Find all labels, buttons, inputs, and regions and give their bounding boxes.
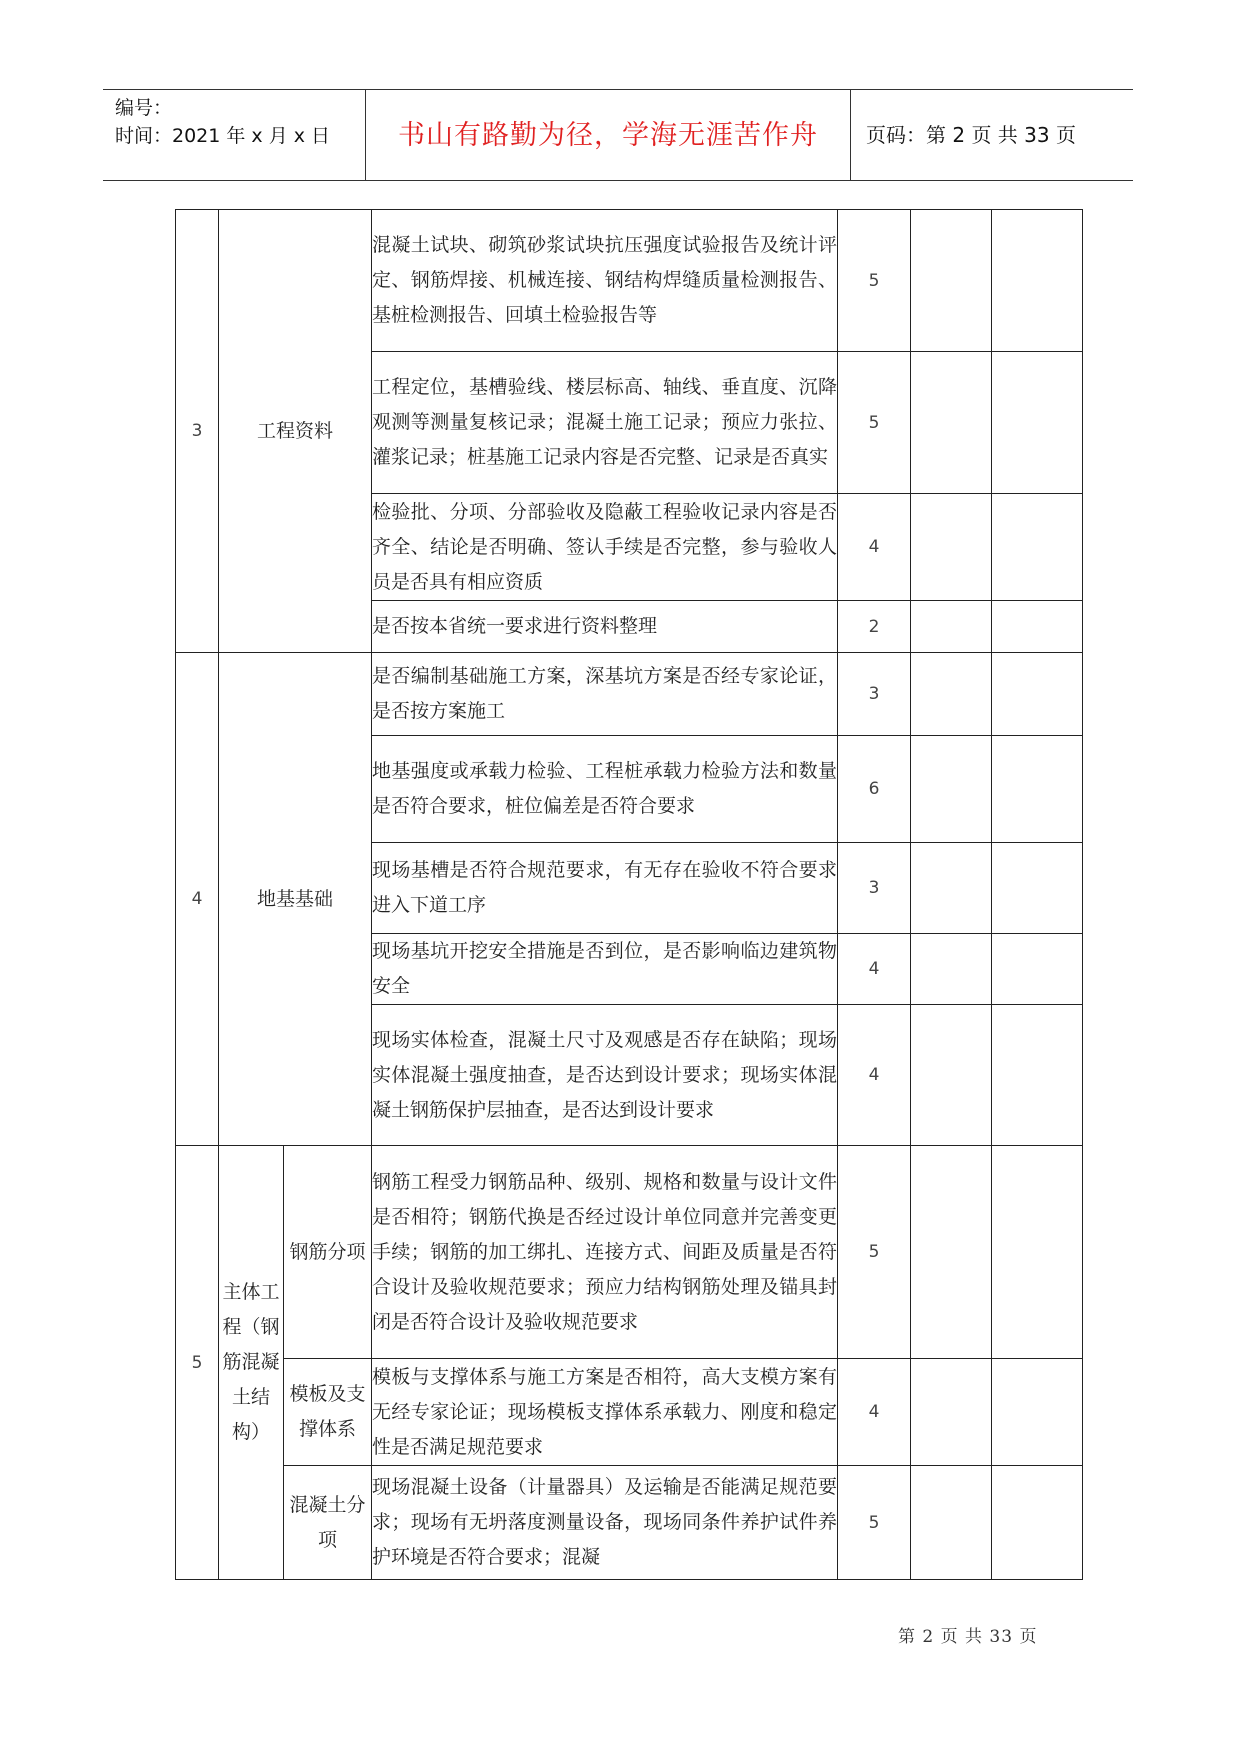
blank-cell <box>911 1466 992 1580</box>
item-description: 工程定位，基槽验线、楼层标高、轴线、垂直度、沉降观测等测量复核记录；混凝土施工记录；预应力张拉、灌浆记录；桩基施工记录内容是否完整、记录是否真实 <box>372 352 838 494</box>
blank-cell <box>911 653 992 736</box>
section-category: 主体工程（钢筋混凝土结构） <box>219 1146 284 1580</box>
page-header <box>103 89 1133 181</box>
item-description: 是否按本省统一要求进行资料整理 <box>372 601 838 653</box>
item-score: 6 <box>838 736 911 843</box>
item-score: 3 <box>838 653 911 736</box>
item-description: 是否编制基础施工方案，深基坑方案是否经专家论证，是否按方案施工 <box>372 653 838 736</box>
section-number: 5 <box>176 1146 219 1580</box>
blank-cell <box>911 352 992 494</box>
item-description: 钢筋工程受力钢筋品种、级别、规格和数量与设计文件是否相符；钢筋代换是否经过设计单位同意并完善变更手续；钢筋的加工绑扎、连接方式、间距及质量是否符合设计及验收规范要求；预应力结构钢筋处理及锚具封闭是否符合设计及验收规范要求 <box>372 1146 838 1359</box>
blank-cell <box>911 736 992 843</box>
item-description: 地基强度或承载力检验、工程桩承载力检验方法和数量是否符合要求，桩位偏差是否符合要求 <box>372 736 838 843</box>
header-page-label: 页码：第 2 页 共 33 页 <box>866 123 1076 147</box>
table-row <box>176 1466 1083 1580</box>
subcategory: 模板及支撑体系 <box>284 1359 372 1466</box>
blank-cell <box>911 494 992 601</box>
subcategory: 钢筋分项 <box>284 1146 372 1359</box>
table-row <box>176 1359 1083 1466</box>
item-description: 现场基槽是否符合规范要求，有无存在验收不符合要求进入下道工序 <box>372 843 838 934</box>
blank-cell <box>992 601 1083 653</box>
time-label: 时间：2021 年 x 月 x 日 <box>115 125 331 147</box>
item-description: 现场实体检查，混凝土尺寸及观感是否存在缺陷；现场实体混凝土强度抽查，是否达到设计要求；现场实体混凝土钢筋保护层抽查，是否达到设计要求 <box>372 1005 838 1146</box>
section-number: 3 <box>176 210 219 653</box>
blank-cell <box>992 736 1083 843</box>
item-score: 5 <box>838 210 911 352</box>
blank-cell <box>911 601 992 653</box>
item-score: 3 <box>838 843 911 934</box>
item-description: 模板与支撑体系与施工方案是否相符，高大支模方案有无经专家论证；现场模板支撑体系承载力、刚度和稳定性是否满足规范要求 <box>372 1359 838 1466</box>
section-number: 4 <box>176 653 219 1146</box>
blank-cell <box>911 843 992 934</box>
blank-cell <box>992 494 1083 601</box>
item-score: 4 <box>838 1005 911 1146</box>
number-label: 编号： <box>115 97 173 119</box>
blank-cell <box>992 1005 1083 1146</box>
item-description: 现场混凝土设备（计量器具）及运输是否能满足规范要求；现场有无坍落度测量设备，现场同条件养护试件养护环境是否符合要求；混凝 <box>372 1466 838 1580</box>
blank-cell <box>992 1359 1083 1466</box>
blank-cell <box>911 934 992 1005</box>
section-category: 地基基础 <box>219 653 372 1146</box>
inspection-table <box>175 209 1083 1580</box>
blank-cell <box>992 210 1083 352</box>
blank-cell <box>911 1359 992 1466</box>
table-row <box>176 1146 1083 1359</box>
header-motto: 书山有路勤为径，学海无涯苦作舟 <box>398 120 818 151</box>
blank-cell <box>992 843 1083 934</box>
item-score: 5 <box>838 352 911 494</box>
table-row <box>176 210 1083 352</box>
table-row <box>176 653 1083 736</box>
blank-cell <box>911 1146 992 1359</box>
header-meta <box>115 94 330 150</box>
page-footer: 第 2 页 共 33 页 <box>898 1627 1038 1647</box>
item-score: 2 <box>838 601 911 653</box>
item-score: 4 <box>838 1359 911 1466</box>
blank-cell <box>911 1005 992 1146</box>
item-score: 5 <box>838 1466 911 1580</box>
item-description: 现场基坑开挖安全措施是否到位，是否影响临边建筑物安全 <box>372 934 838 1005</box>
item-score: 4 <box>838 934 911 1005</box>
blank-cell <box>911 210 992 352</box>
item-score: 4 <box>838 494 911 601</box>
blank-cell <box>992 934 1083 1005</box>
header-divider <box>850 90 851 181</box>
section-category: 工程资料 <box>219 210 372 653</box>
item-description: 混凝土试块、砌筑砂浆试块抗压强度试验报告及统计评定、钢筋焊接、机械连接、钢结构焊缝质量检测报告、基桩检测报告、回填土检验报告等 <box>372 210 838 352</box>
blank-cell <box>992 1146 1083 1359</box>
blank-cell <box>992 352 1083 494</box>
subcategory: 混凝土分项 <box>284 1466 372 1580</box>
item-score: 5 <box>838 1146 911 1359</box>
blank-cell <box>992 653 1083 736</box>
item-description: 检验批、分项、分部验收及隐蔽工程验收记录内容是否齐全、结论是否明确、签认手续是否完整，参与验收人员是否具有相应资质 <box>372 494 838 601</box>
blank-cell <box>992 1466 1083 1580</box>
